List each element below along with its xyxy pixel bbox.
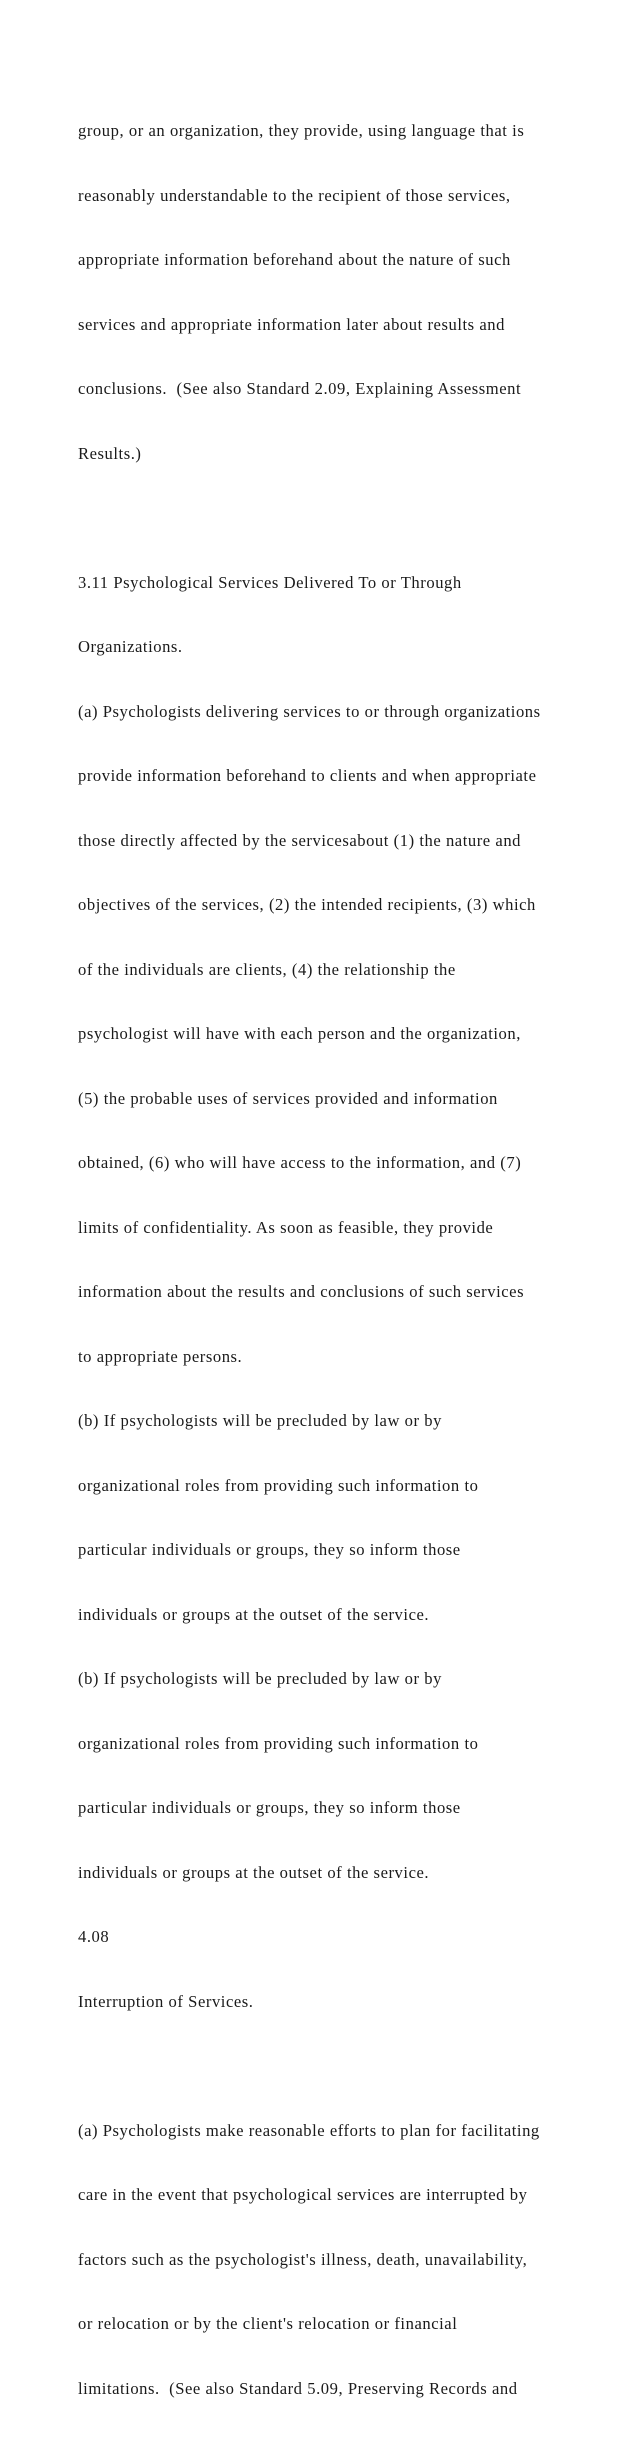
text-line: limitations. (See also Standard 5.09, Preserving Records and	[78, 2378, 518, 2398]
document-body-text	[78, 77, 618, 2442]
text-line: (b) If psychologists will be precluded by law or by	[78, 1669, 442, 1688]
section-heading: Interruption of Services.	[78, 1991, 254, 2011]
blank-line	[78, 507, 618, 529]
text-line: organizational roles from providing such information to	[78, 1733, 479, 1753]
text-line: (5) the probable uses of services provided and information	[78, 1088, 498, 1108]
text-line: individuals or groups at the outset of the service.	[78, 1604, 430, 1624]
text-line: objectives of the services, (2) the intended recipients, (3) which	[78, 895, 536, 914]
text-line: limits of confidentiality. As soon as feasible, they provide	[78, 1217, 494, 1237]
text-line: or relocation or by the client's relocation or financial	[78, 2314, 458, 2333]
section-heading: 3.11 Psychological Services Delivered To or Through	[78, 572, 462, 592]
text-line: (a) Psychologists make reasonable efforts to plan for facilitating	[78, 2120, 540, 2140]
text-line: psychologist will have with each person and the organization,	[78, 1024, 521, 1043]
text-line: (b) If psychologists will be precluded by law or by	[78, 1411, 442, 1430]
text-line: obtained, (6) who will have access to the information, and (7)	[78, 1153, 522, 1172]
text-line: of the individuals are clients, (4) the relationship the	[78, 959, 456, 979]
text-line: (a) Psychologists delivering services to or through organizations	[78, 701, 541, 721]
text-line: appropriate information beforehand about the nature of such	[78, 250, 511, 269]
text-line: particular individuals or groups, they so inform those	[78, 1798, 461, 1817]
blank-line	[78, 2055, 618, 2077]
section-heading: Organizations.	[78, 637, 183, 656]
text-line: factors such as the psychologist's illness, death, unavailability,	[78, 2249, 528, 2269]
text-line: care in the event that psychological services are interrupted by	[78, 2185, 528, 2204]
text-line: reasonably understandable to the recipient of those services,	[78, 185, 511, 205]
text-line: group, or an organization, they provide, using language that is	[78, 121, 525, 140]
section-number: 4.08	[78, 1927, 110, 1946]
text-line: services and appropriate information later about results and	[78, 314, 505, 334]
text-line: conclusions. (See also Standard 2.09, Explaining Assessment	[78, 379, 522, 398]
text-line: provide information beforehand to clients and when appropriate	[78, 766, 537, 785]
text-line: individuals or groups at the outset of the service.	[78, 1862, 430, 1882]
text-line: to appropriate persons.	[78, 1346, 243, 1366]
text-line: Results.)	[78, 443, 142, 463]
text-line: organizational roles from providing such information to	[78, 1475, 479, 1495]
text-line: those directly affected by the servicesabout (1) the nature and	[78, 830, 522, 850]
text-line: particular individuals or groups, they so inform those	[78, 1540, 461, 1559]
text-line: information about the results and conclusions of such services	[78, 1282, 525, 1301]
